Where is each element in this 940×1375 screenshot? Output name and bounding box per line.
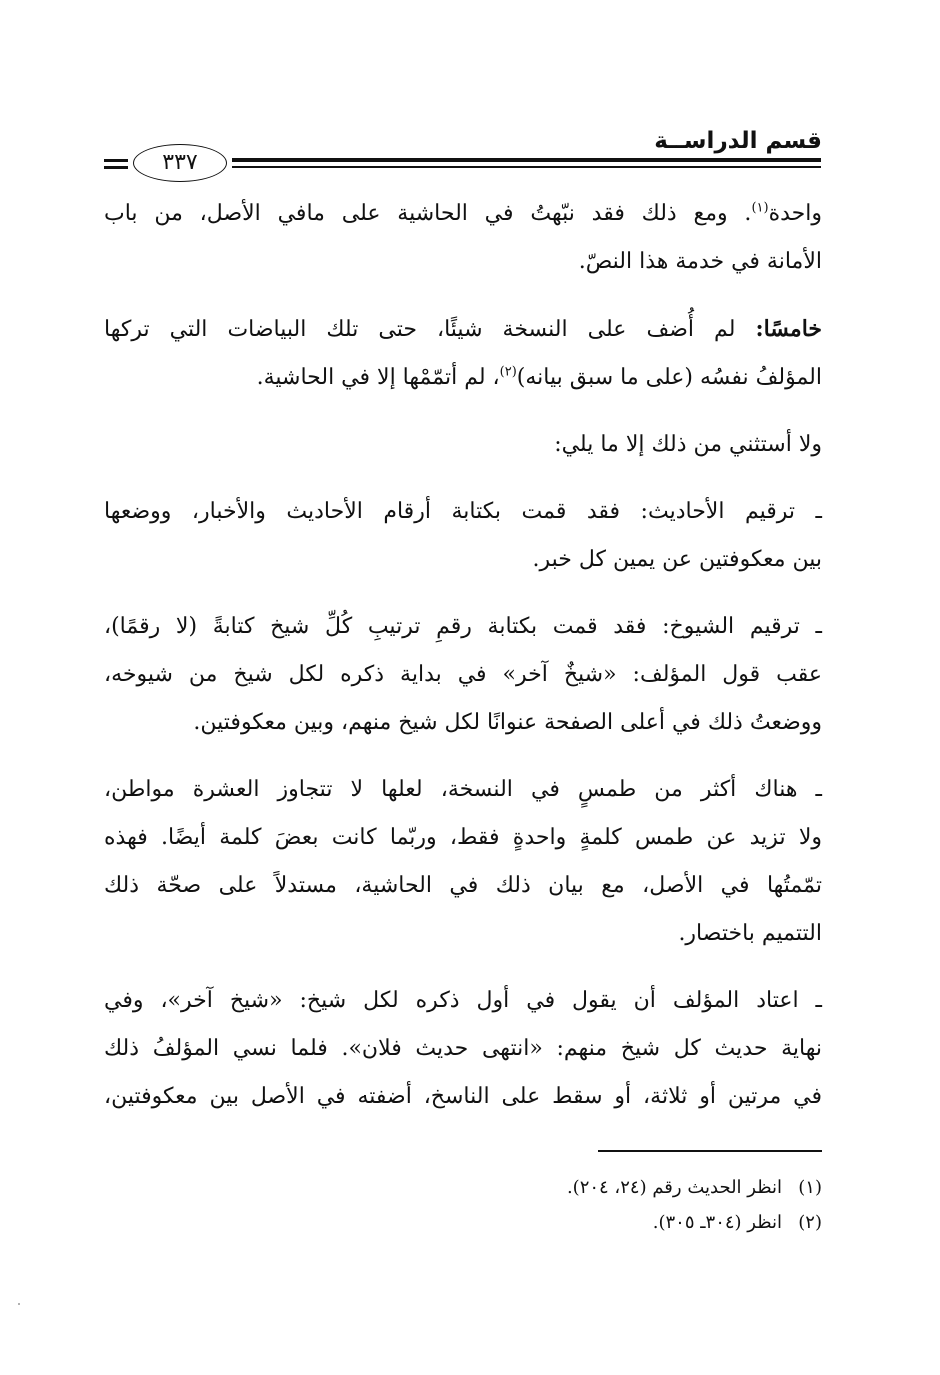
paragraph-line: في مرتين أو ثلاثة، أو سقط على الناسخ، أضفته في الأصل بين معكوفتين،: [104, 1084, 822, 1109]
paragraph-1: [104, 190, 822, 286]
paragraph-line: التتميم باختصار.: [678, 921, 822, 946]
text-run: . ومع ذلك فقد نبّهتُ في الحاشية على مافي الأصل، من باب: [104, 201, 752, 226]
text-run: لم أُضف على النسخة شيئًا، حتى تلك البياضات التي تركها: [104, 317, 756, 342]
scan-speck: [18, 1303, 20, 1305]
paragraph-4: [104, 488, 822, 584]
paragraph-2: [104, 305, 822, 402]
paragraph-line: عقب قول المؤلف: «شيخٌ آخر» في بداية ذكره لكل شيخ من شيوخه،: [104, 662, 822, 687]
paragraph-7: [104, 977, 822, 1121]
paragraph-line: تمّمتُها في الأصل، مع بيان ذلك في الحاشية، مستدلاً على صحّة ذلك: [104, 873, 822, 898]
text-run: واحدة: [768, 201, 822, 226]
footnote-2: [222, 1205, 822, 1240]
paragraph-3: [104, 421, 822, 469]
paragraph-line: [104, 354, 822, 402]
paragraph-5: [104, 603, 822, 747]
paragraph-line: الأمانة في خدمة هذا النصّ.: [578, 249, 822, 274]
paragraph-line: ـ هناك أكثر من طمسٍ في النسخة، لعلها لا تتجاوز العشرة مواطن،: [104, 777, 822, 802]
paragraph-line: ـ اعتاد المؤلف أن يقول في أول ذكره لكل شيخ: «شيخ آخر»، وفي: [104, 988, 822, 1013]
paragraph-line: ولا أستثني من ذلك إلا ما يلي:: [554, 432, 822, 457]
paragraph-line: بين معكوفتين عن يمين كل خبر.: [532, 547, 822, 572]
header-rule-short-top: [104, 159, 128, 162]
paragraph-line: ـ ترقيم الأحاديث: فقد قمت بكتابة أرقام الأحاديث والأخبار، ووضعها: [104, 499, 822, 524]
footnote-text: انظر الحديث رقم (٢٤، ٢٠٤).: [566, 1177, 782, 1198]
paragraph-line: نهاية حديث كل شيخ منهم: «انتهى حديث فلان». فلما نسي المؤلفُ ذلك: [104, 1036, 822, 1061]
footnote-separator: [598, 1150, 822, 1152]
page-number: ٣٣٧: [162, 150, 198, 175]
paragraph-line: ـ ترقيم الشيوخ: فقد قمت بكتابة رقمِ ترتيبِ كُلِّ شيخ كتابةً (لا رقمًا)،: [104, 614, 822, 639]
header-rule-thin: [232, 166, 821, 168]
paragraph-line: ولا تزيد عن طمس كلمةٍ واحدةٍ فقط، وربّما كانت بعضَ كلمة أيضًا. فهذه: [104, 825, 822, 850]
section-title: قسم الدراســة: [654, 128, 822, 154]
footnote-number: (٢): [798, 1212, 822, 1233]
body-text: [104, 190, 822, 1140]
footnote-ref-1: (١): [751, 200, 769, 216]
footnotes: [222, 1170, 822, 1240]
footnote-1: [222, 1170, 822, 1205]
footnote-ref-2: (٢): [499, 364, 517, 380]
paragraph-6: [104, 766, 822, 958]
header-rule-thick: [232, 158, 821, 162]
paragraph-line: ووضعتُ ذلك في أعلى الصفحة عنوانًا لكل شيخ منهم، وبين معكوفتين.: [193, 710, 822, 735]
paragraph-line: [104, 190, 822, 238]
paragraph-line: [104, 305, 822, 354]
footnote-number: (١): [798, 1177, 822, 1198]
header-rule-short-bottom: [104, 166, 128, 169]
footnote-text: انظر (٣٠٤ـ ٣٠٥).: [652, 1212, 782, 1233]
paragraph-lead: خامسًا:: [755, 316, 822, 342]
page-number-badge: [133, 144, 227, 182]
text-run: ، لم أتمّمْها إلا في الحاشية.: [256, 365, 500, 390]
text-run: المؤلفُ نفسُه (على ما سبق بيانه): [516, 365, 822, 390]
